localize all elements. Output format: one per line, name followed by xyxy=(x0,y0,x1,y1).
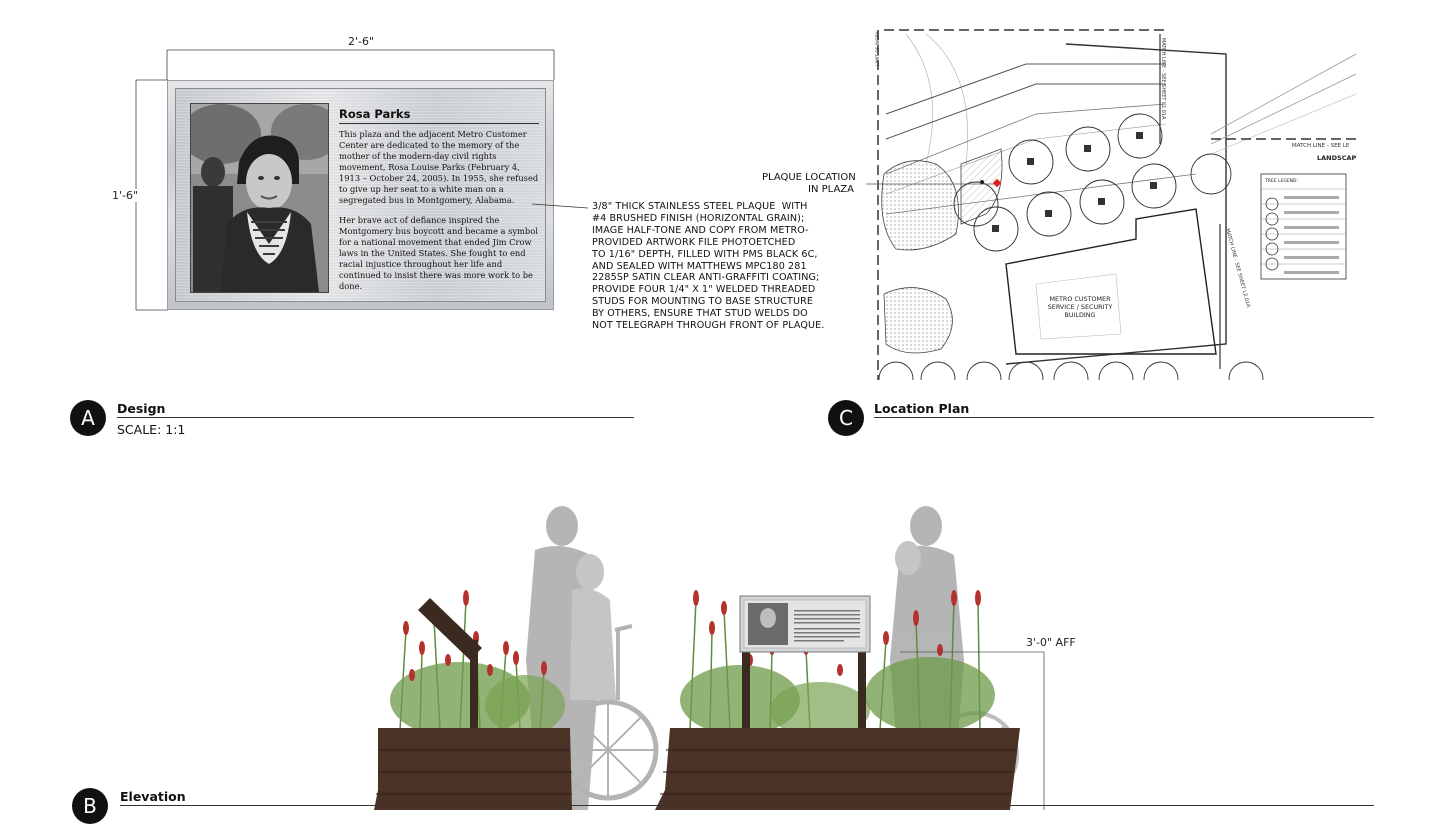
match-line-top-label: MATCH LINE - SEE SHEET L2.01A xyxy=(1160,38,1166,120)
plaque-body xyxy=(339,129,539,301)
building-label: METRO CUSTOMER SERVICE / SECURITY BUILDING xyxy=(1047,295,1113,319)
plaque-design xyxy=(167,80,554,310)
design-label-title: Design xyxy=(117,401,166,416)
plaque-location-label: PLAQUE LOCATION IN PLAZA xyxy=(762,172,856,195)
spec-leader-line xyxy=(530,195,590,215)
rosa-parks-photo xyxy=(190,103,329,293)
width-dimension-line xyxy=(160,42,562,82)
label-a-badge: A xyxy=(70,400,106,436)
plaque-post-right xyxy=(858,645,866,730)
planter-right xyxy=(655,728,1020,810)
elevation-drawing xyxy=(360,500,1080,810)
landscape-label: LANDSCAP xyxy=(1317,154,1357,162)
plaque-post-left xyxy=(742,645,750,730)
match-line-right-label: MATCH LINE - SEE SHEET L2.01A xyxy=(1224,228,1252,309)
plaque-spec-note: 3/8" THICK STAINLESS STEEL PLAQUE WITH #4 BRUSHED FINISH (HORIZONTAL GRAIN); IMAGE HALF-TONE AND COPY FROM METRO- PROVIDED ARTWORK FILE PHOTOETCHED TO 1/16" DEPTH, FILLED WITH PMS BLACK 6C, AND SEALED WITH MATTHEWS MPC180 281 2285SP SATIN CLEAR ANTI-GRAFFITI COATING; PROVIDE FOUR 1/4" X 1" WELDED THREADED STUDS FOR MOUNTING TO BASE STRUCTURE BY OTHERS, ENSURE THAT STUD WELDS DO NOT TELEGRAPH THROUGH FRONT OF PLAQUE. xyxy=(592,201,825,332)
height-note: 3'-0" AFF xyxy=(1026,636,1076,649)
elevation-label-rule xyxy=(120,805,1374,806)
planter-left xyxy=(374,728,572,810)
elevation-mini-plaque xyxy=(740,596,870,652)
location-plan-label-title: Location Plan xyxy=(874,401,970,416)
label-b-badge: B xyxy=(72,788,108,824)
site-plan-drawing xyxy=(866,24,1356,380)
plaque-paragraph-2: Her brave act of defiance inspired the Montgomery bus boycott and became a symbol for a national movement that ended Jim Crow laws in the United States. She fought to end racial injustice throughout her life and continued to insist there was more work to be done. xyxy=(339,215,538,291)
height-dimension-text: 1'-6" xyxy=(112,189,139,202)
plaque-title-rule xyxy=(339,123,539,124)
plaque-paragraph-1: This plaza and the adjacent Metro Customer Center are dedicated to the memory of the mother of the modern-day civil rights movement, Rosa Louise Parks (February 4, 1913 – October 24, 2005). In 1955, she refused to give up her seat to a white man on a segregated bus in Montgomery, Alabama. xyxy=(339,129,539,205)
design-label-scale: SCALE: 1:1 xyxy=(117,422,186,437)
match-line-corner-label: MATCH LINE - SEE LE xyxy=(1292,143,1350,149)
plaque-title: Rosa Parks xyxy=(339,107,411,121)
elevation-label-title: Elevation xyxy=(120,789,186,804)
limit-of-work-label: LIMIT OF WORK xyxy=(876,31,881,66)
width-dimension-text: 2'-6" xyxy=(348,35,375,48)
design-label-rule xyxy=(117,417,634,418)
label-c-badge: C xyxy=(828,400,864,436)
plaque-face xyxy=(175,88,546,302)
location-plan-label-rule xyxy=(874,417,1374,418)
tree-legend-title: TREE LEGEND: xyxy=(1265,179,1299,184)
